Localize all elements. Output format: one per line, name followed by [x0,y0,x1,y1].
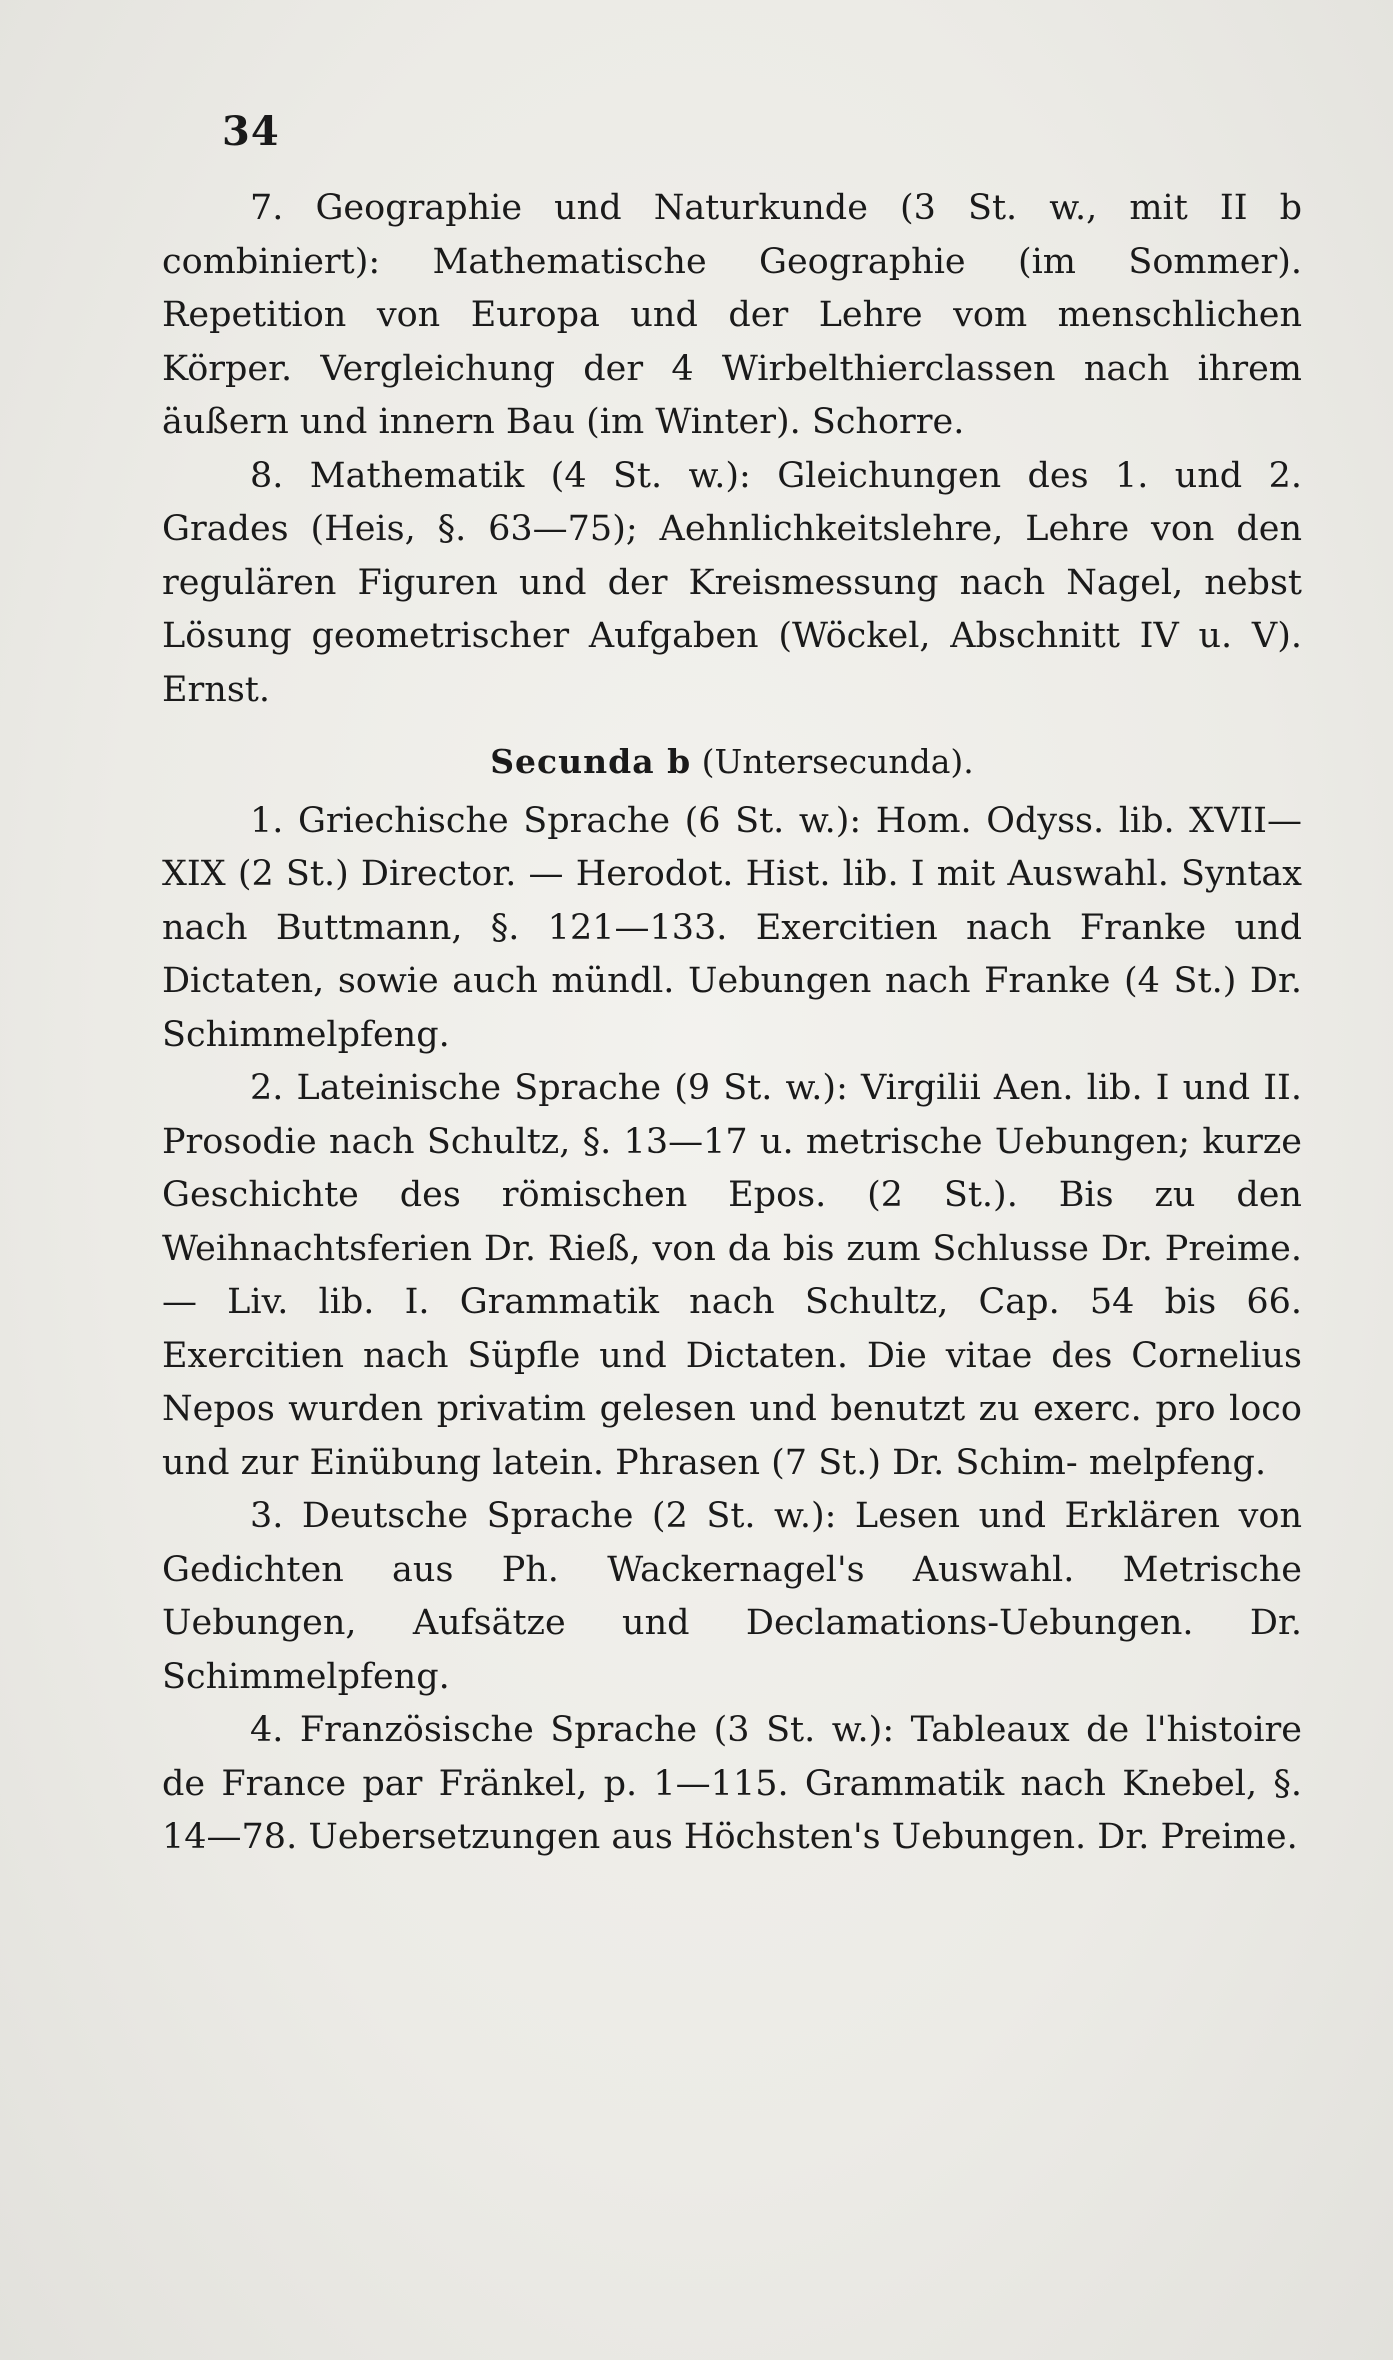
text-line: 3. Deutsche Sprache (2 St. w.): Lesen und Erklären [250,1496,1221,1536]
text-line: lib. XVII—XIX (2 St.) Director. — Herodot. Hist. lib. I [162,800,1302,894]
text-body [162,182,1302,1865]
text-line: Dr. Preime. — Liv. lib. I. Grammatik nach Schultz, Cap. 54 [162,1228,1302,1322]
text-line: 2. Grades (Heis, §. 63—75); Aehnlichkeitslehre, Lehre von den [162,455,1302,549]
text-line: Knebel, §. 14—78. Uebersetzungen aus Höchsten's Uebungen. [162,1763,1303,1857]
section-title: Secunda b [490,742,692,781]
text-line: melpfeng. [1088,1442,1267,1483]
text-line: Uebungen; kurze Geschichte des römischen Epos. (2 St.). Bis [162,1121,1302,1215]
text-line: 2. Lateinische Sprache (9 St. w.): Virgilii Aen. [250,1068,1074,1108]
text-line: Aufsätze und Declamations-Uebungen. Dr. Schimmelpfeng. [162,1603,1302,1697]
text-line: combiniert): Mathematische Geographie (im Sommer). Repetition [162,241,1302,335]
text-line: l'histoire de France par Fränkel, p. 1—115. Grammatik nach [162,1710,1302,1804]
paragraph-latein [162,1062,1302,1490]
page-number: 34 [222,108,280,155]
text-line: von Gedichten aus Ph. Wackernagel's Auswahl. Metrische Uebungen, [162,1496,1302,1643]
paragraph-deutsch [162,1490,1302,1704]
text-line: Franke (4 St.) Dr. Schimmelpfeng. [162,961,1302,1055]
paragraph-franzoesisch [162,1704,1302,1865]
text-line: 7. Geographie und Naturkunde (3 St. w., mit II b [250,188,1302,228]
paragraph-mathematik [162,450,1302,718]
text-line: lib. I und II. Prosodie nach Schultz, §. 13—17 u. metrische [162,1068,1302,1162]
text-line: pro loco und zur Einübung latein. Phrasen (7 St.) Dr. Schim- [162,1389,1302,1483]
text-line: 1. Griechische Sprache (6 St. w.): Hom. Odyss. [250,800,1105,841]
text-line: Dr. Preime. [1097,1817,1298,1857]
text-line: bis 66. Exercitien nach Süpfle und Dictaten. Die vitae des [162,1282,1302,1376]
text-line: von Europa und der Lehre vom menschlichen Körper. Vergleichung [162,295,1302,389]
section-subtitle: (Untersecunda). [701,742,974,781]
text-line: geometrischer Aufgaben (Wöckel, Abschnitt IV u. V). Ernst. [162,616,1302,710]
text-line: Cornelius Nepos wurden privatim gelesen und benutzt zu exerc. [162,1335,1302,1429]
text-line: 8. Mathematik (4 St. w.): Gleichungen des 1. und [250,455,1243,496]
section-heading [162,735,1302,789]
text-line: Winter). Schorre. [655,402,965,442]
text-line: nach Franke und Dictaten, sowie auch mündl. Uebungen nach [162,907,1302,1001]
text-line: zu den Weihnachtsferien Dr. Rieß, von da bis zum Schlusse [162,1175,1302,1269]
text-line: der 4 Wirbelthierclassen nach ihrem äußern und innern Bau (im [162,348,1302,442]
text-line: 4. Französische Sprache (3 St. w.): Tableaux de [250,1710,1130,1750]
paragraph-griechisch [162,795,1302,1063]
text-line: mit Auswahl. Syntax nach Buttmann, §. 121—133. Exercitien [162,854,1302,948]
text-line: regulären Figuren und der Kreismessung nach Nagel, nebst Lösung [162,562,1302,656]
paragraph-geographie [162,182,1302,450]
